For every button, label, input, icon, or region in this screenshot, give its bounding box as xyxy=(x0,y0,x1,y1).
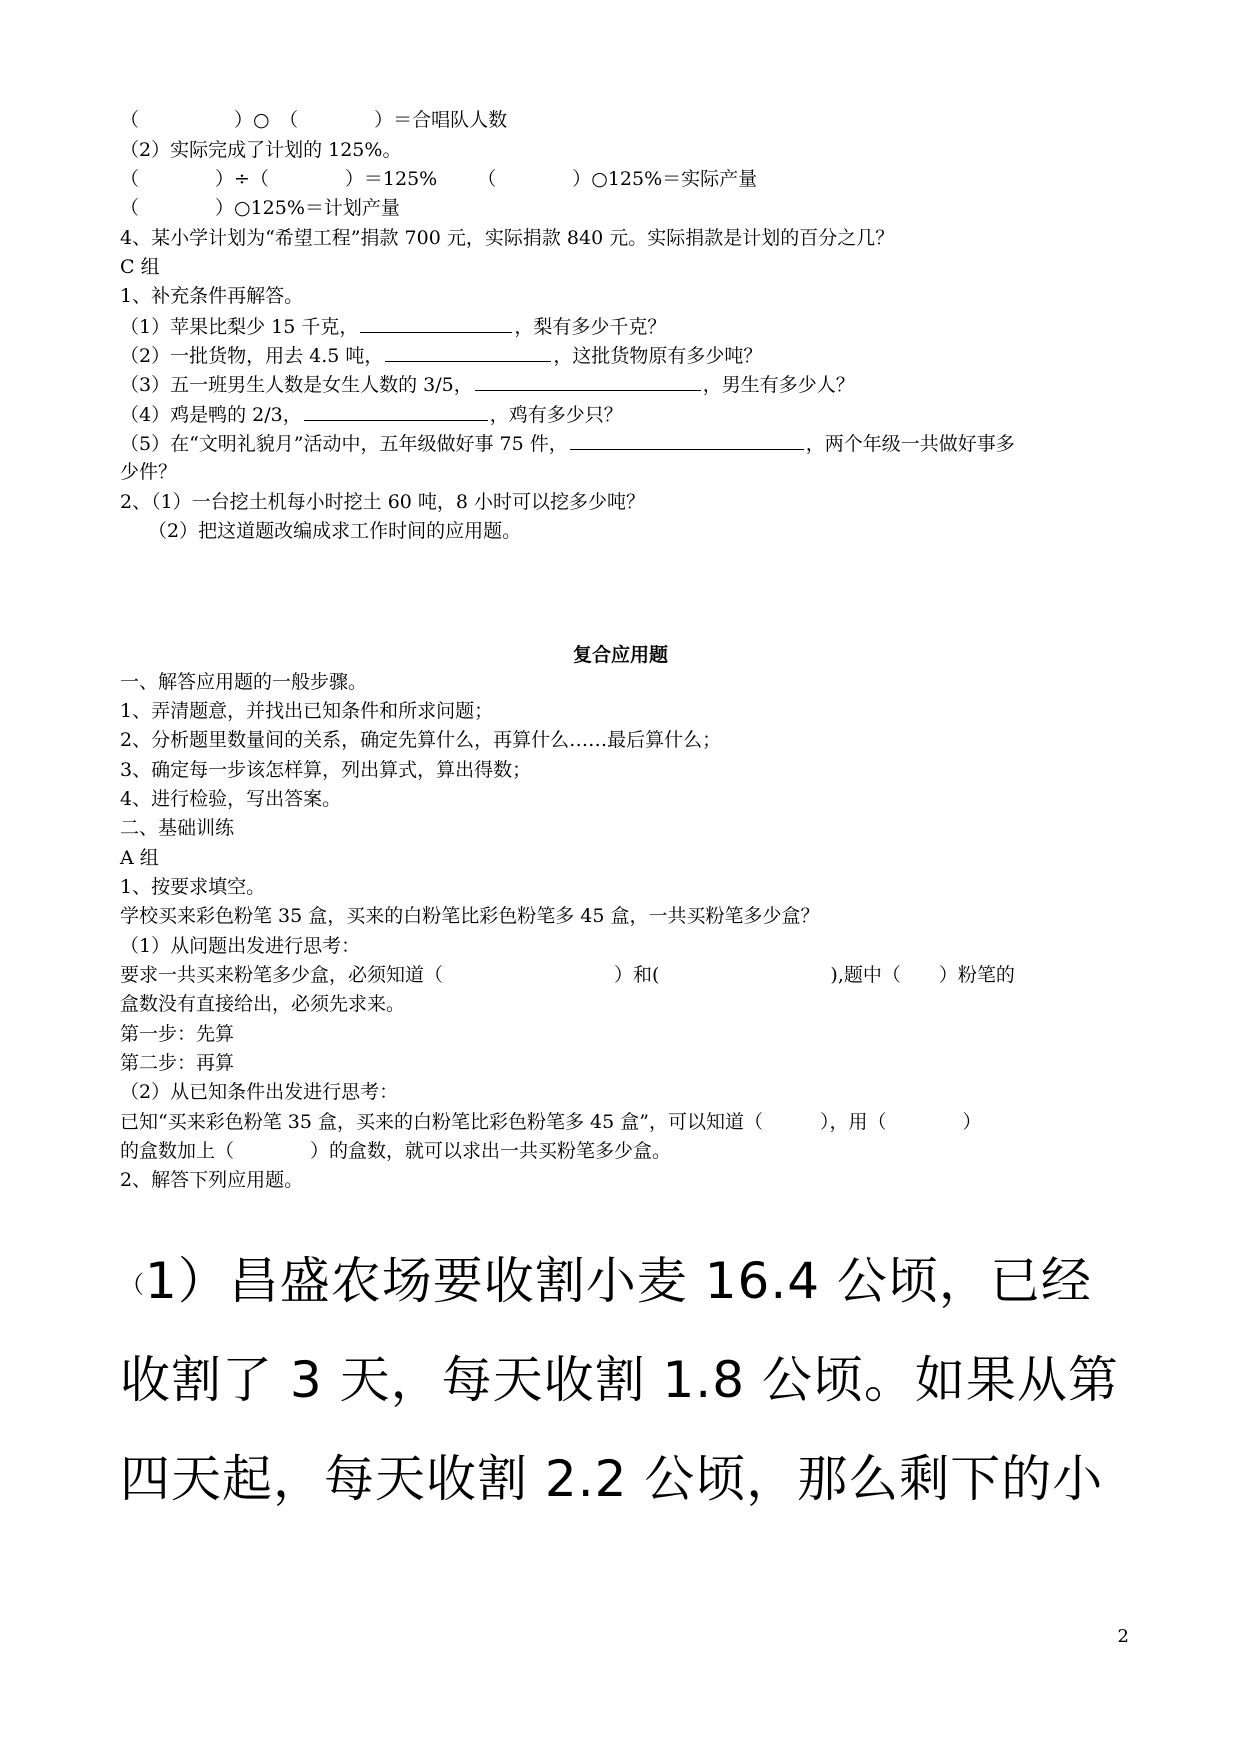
text-line: 已知“买来彩色粉笔 35 盒，买来的白粉笔比彩色粉笔多 45 盒”，可以知道（ ），用（ ） xyxy=(120,1111,982,1133)
text-line xyxy=(120,370,855,399)
text-line: （2）从已知条件出发进行思考： xyxy=(120,1081,399,1103)
text-fragment: ，男生有多少人？ xyxy=(702,374,855,396)
answer-blank[interactable] xyxy=(475,370,701,391)
large-text-line: 收割了 3 天，每天收割 1.8 公顷。如果从第 xyxy=(120,1351,1119,1409)
text-line xyxy=(120,165,757,193)
text-fragment: ，鸡有多少只？ xyxy=(489,404,623,426)
text-fragment: ，两个年级一共做好事多 xyxy=(805,433,1015,455)
text-line: 一、解答应用题的一般步骤。 xyxy=(120,671,368,693)
text-line: （ ）○125%＝计划产量 xyxy=(120,197,400,219)
text-line: （ ）○ （ ）＝合唱队人数 xyxy=(120,109,508,131)
paren-fragment: （ xyxy=(120,1270,145,1299)
text-line: 第一步：先算 xyxy=(120,1023,235,1045)
text-line: 1、按要求填空。 xyxy=(120,876,266,898)
answer-blank[interactable] xyxy=(570,429,804,450)
text-fragment: （ ）○125%＝实际产量 xyxy=(477,168,758,190)
text-line: 要求一共买来粉笔多少盒，必须知道（ ）和( ),题中（ ）粉笔的 xyxy=(120,964,1015,986)
text-line: 2、解答下列应用题。 xyxy=(120,1169,304,1191)
text-line: 3、确定每一步该怎样算，列出算式，算出得数； xyxy=(120,759,532,781)
answer-blank[interactable] xyxy=(360,312,512,333)
text-line: 的盒数加上（ ）的盒数，就可以求出一共买粉笔多少盒。 xyxy=(120,1140,672,1162)
text-line: 2、分析题里数量间的关系，确定先算什么，再算什么……最后算什么； xyxy=(120,729,722,751)
text-fragment: 1）昌盛农场要收割小麦 16.4 公顷，已经 xyxy=(145,1252,1092,1310)
text-line: （1）从问题出发进行思考： xyxy=(120,935,361,957)
text-line: C 组 xyxy=(120,256,160,278)
text-line: 1、弄清题意，并找出已知条件和所求问题； xyxy=(120,700,494,722)
answer-blank[interactable] xyxy=(304,400,488,421)
text-line: 4、某小学计划为“希望工程”捐款 700 元，实际捐款 840 元。实际捐款是计划的百分之几？ xyxy=(120,227,895,249)
page-number: 2 xyxy=(1117,1626,1129,1647)
text-fragment: （ ）÷（ ）＝125% xyxy=(120,168,438,190)
text-line: 学校买来彩色粉笔 35 盒，买来的白粉笔比彩色粉笔多 45 盒，一共买粉笔多少盒？ xyxy=(120,905,820,927)
text-line xyxy=(120,312,666,341)
text-fragment: （3）五一班男生人数是女生人数的 3/5， xyxy=(120,374,473,396)
text-fragment: （4）鸡是鸭的 2/3， xyxy=(120,404,302,426)
text-line: （2）实际完成了计划的 125%。 xyxy=(120,139,402,161)
text-fragment: （1）苹果比梨少 15 千克， xyxy=(120,316,359,338)
text-line xyxy=(120,341,762,370)
text-line: 4、进行检验，写出答案。 xyxy=(120,788,342,810)
text-line xyxy=(120,400,623,429)
text-line: 第二步：再算 xyxy=(120,1052,235,1074)
text-line xyxy=(120,429,1015,458)
text-line: 二、基础训练 xyxy=(120,817,235,839)
text-line: 1、补充条件再解答。 xyxy=(120,285,304,307)
answer-blank[interactable] xyxy=(385,341,551,362)
text-line: 少件？ xyxy=(120,461,178,483)
section-title: 复合应用题 xyxy=(572,644,668,666)
text-fragment: （2）一批货物，用去 4.5 吨， xyxy=(120,345,384,367)
text-fragment: ，这批货物原有多少吨？ xyxy=(553,345,763,367)
text-line: （2）把这道题改编成求工作时间的应用题。 xyxy=(148,520,522,542)
text-line: 盒数没有直接给出，必须先求来。 xyxy=(120,993,406,1015)
text-line: 2、（1）一台挖土机每小时挖土 60 吨，8 小时可以挖多少吨？ xyxy=(120,491,646,513)
text-line: A 组 xyxy=(120,847,159,869)
large-text-line xyxy=(120,1246,1092,1320)
large-text-line: 四天起，每天收割 2.2 公顷，那么剩下的小 xyxy=(120,1450,1104,1508)
text-fragment: ，梨有多少千克？ xyxy=(514,316,667,338)
text-fragment: （5）在“文明礼貌月”活动中，五年级做好事 75 件， xyxy=(120,433,568,455)
